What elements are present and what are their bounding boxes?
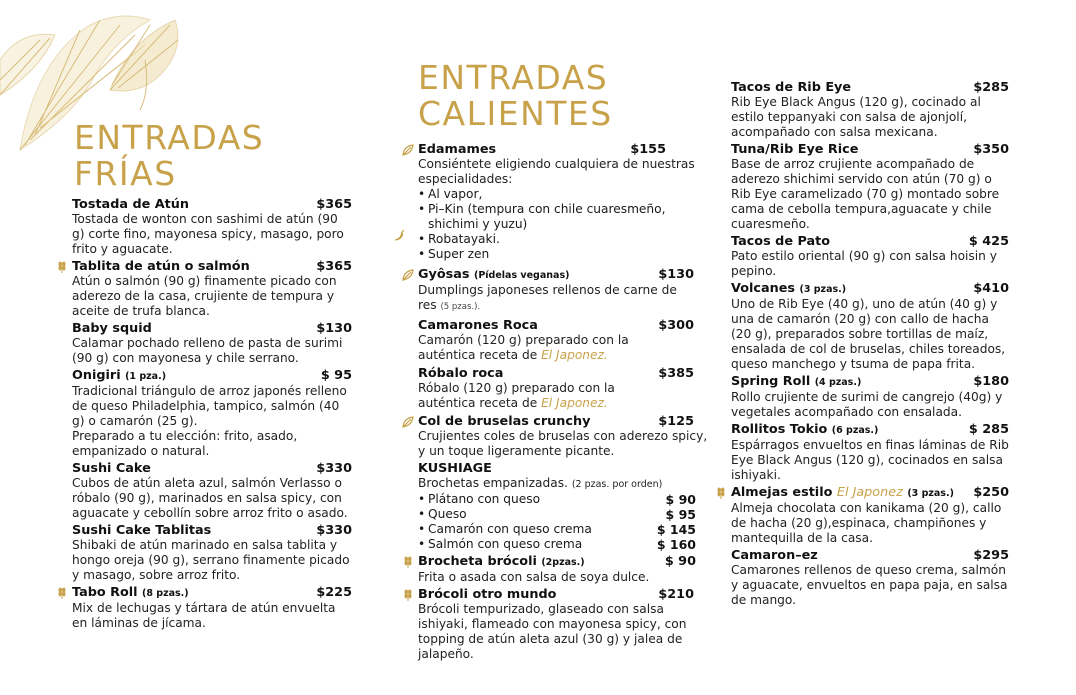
menu-item xyxy=(731,374,1009,420)
chili-icon xyxy=(392,228,406,242)
option-item xyxy=(418,537,696,552)
item-description-wrap xyxy=(418,381,648,411)
item-qty: (2pzas.) xyxy=(541,557,585,568)
item-name: Edamames xyxy=(418,142,497,157)
item-qty: (6 pzas.) xyxy=(831,425,879,436)
item-description: Frita o asada con salsa de soya dulce. xyxy=(418,570,650,584)
item-name: Volcanes xyxy=(731,281,796,296)
menu-item xyxy=(418,414,718,459)
item-name: Tabo Roll xyxy=(72,585,138,600)
item-description: Rib Eye Black Angus (120 g), cocinado al estilo teppanyaki con salsa de ajonjolí, acompañado con salsa mexicana. xyxy=(731,95,981,139)
item-name-wrap xyxy=(72,368,166,384)
option-list xyxy=(418,187,718,262)
option-price: $ 160 xyxy=(656,537,696,552)
menu-item xyxy=(731,422,1009,483)
option-item: • Pi–Kin (tempura con chile cuaresmeño, shichimi y yuzu) xyxy=(418,202,718,232)
option-item xyxy=(418,492,696,507)
heading-entradas-frias xyxy=(74,120,264,192)
item-name: Gyôsas xyxy=(418,267,470,282)
item-qty: (4 pzas.) xyxy=(814,377,862,388)
heading-line: ENTRADAS xyxy=(74,118,265,157)
item-name: Róbalo roca xyxy=(418,366,504,381)
item-price: $365 xyxy=(316,197,352,212)
wheat-icon xyxy=(401,588,415,602)
brand-name: El Japonez xyxy=(836,485,903,500)
item-name: Tablita de atún o salmón xyxy=(72,259,250,274)
item-price: $330 xyxy=(316,461,352,476)
column-frias xyxy=(72,197,352,633)
item-name: Tacos de Pato xyxy=(731,234,831,249)
option-label: • Camarón con queso crema xyxy=(428,522,592,536)
item-name-wrap xyxy=(418,267,569,283)
item-description: Almeja chocolata con kanikama (20 g), callo de hacha (20 g),espinaca, champiñones y mantequilla de la casa. xyxy=(731,501,1002,545)
item-description: Preparado a tu elección: frito, asado, empanizado o natural. xyxy=(72,429,298,458)
option-price: $ 95 xyxy=(665,507,696,522)
item-description: Brochetas empanizadas. xyxy=(418,476,568,490)
item-note: (5 pzas.). xyxy=(440,302,481,312)
item-description: Shibaki de atún marinado en salsa tablita y hongo oreja (90 g), serrano finamente picado y masago, sobre arroz frito. xyxy=(72,538,350,582)
menu-item xyxy=(731,485,1009,546)
item-price: $250 xyxy=(973,485,1009,500)
leaf-icon xyxy=(401,143,415,157)
item-name: Sushi Cake xyxy=(72,461,151,476)
item-price: $330 xyxy=(316,523,352,538)
item-price: $ 285 xyxy=(968,422,1009,437)
item-qty: (8 pzas.) xyxy=(142,588,189,599)
column-especiales xyxy=(731,80,1009,610)
item-description: Brócoli tempurizado, glaseado con salsa ishiyaki, flameado con mayonesa spicy, con topping de atún aleta azul (30 g) y jalea de jalapeño. xyxy=(418,602,687,661)
wheat-icon xyxy=(401,555,415,569)
menu-item xyxy=(418,366,718,411)
menu-item xyxy=(72,259,352,319)
menu-item xyxy=(731,234,1009,279)
menu-item xyxy=(72,585,352,631)
item-name-wrap xyxy=(731,485,954,501)
item-description: Tostada de wonton con sashimi de atún (90 g) corte fino, mayonesa spicy, masago, poro frito y aguacate. xyxy=(72,212,344,256)
option-label: • Queso xyxy=(428,507,467,521)
item-name: Brocheta brócoli xyxy=(418,554,537,569)
option-item: • Super zen xyxy=(418,247,718,262)
item-name: Baby squid xyxy=(72,321,152,336)
item-description: Camarones rellenos de queso crema, salmón y aguacate, envueltos en papa paja, en salsa de mango. xyxy=(731,563,1008,607)
item-price: $300 xyxy=(658,318,694,333)
item-description: Cubos de atún aleta azul, salmón Verlasso o róbalo (90 g), marinados en salsa spicy, con aguacate y cebollín sobre arroz frito o asado. xyxy=(72,476,348,520)
item-name-wrap xyxy=(731,281,846,297)
item-description: Mix de lechugas y tártara de atún envuelta en láminas de jícama. xyxy=(72,601,336,630)
heading-line: FRÍAS xyxy=(74,154,177,193)
item-price: $385 xyxy=(658,366,694,381)
brand-name: El Japonez. xyxy=(541,396,608,410)
wheat-icon xyxy=(55,586,69,600)
item-price: $285 xyxy=(973,80,1009,95)
item-description: Espárragos envueltos en finas láminas de Rib Eye Black Angus (120 g), cocinados en salsa ishiyaki. xyxy=(731,438,1009,482)
menu-item xyxy=(731,548,1009,608)
item-note: (2 pzas. por orden) xyxy=(571,479,663,490)
item-price: $130 xyxy=(658,267,694,282)
item-price: $410 xyxy=(973,281,1009,296)
item-name: Tostada de Atún xyxy=(72,197,189,212)
item-description: Calamar pochado relleno de pasta de surimi (90 g) con mayonesa y chile serrano. xyxy=(72,336,343,365)
item-name: Camarones Roca xyxy=(418,318,538,333)
item-name: KUSHIAGE xyxy=(418,461,492,476)
option-price: $ 145 xyxy=(656,522,696,537)
wheat-icon xyxy=(714,486,728,500)
item-name: Col de bruselas crunchy xyxy=(418,414,591,429)
column-calientes xyxy=(418,142,718,664)
item-price: $365 xyxy=(316,259,352,274)
menu-item xyxy=(418,267,718,315)
item-name: Onigiri xyxy=(72,368,121,383)
item-qty: (Pídelas veganas) xyxy=(473,270,570,281)
heading-line: CALIENTES xyxy=(418,94,613,133)
item-price: $ 90 xyxy=(664,554,696,569)
option-label: Robatayaki. xyxy=(428,232,500,246)
option-price: $ 90 xyxy=(665,492,696,507)
menu-item xyxy=(418,461,718,552)
item-description: Róbalo (120 g) preparado con la auténtica receta de xyxy=(418,381,615,410)
item-description-wrap xyxy=(418,476,718,492)
item-description: Camarón (120 g) preparado con la auténtica receta de xyxy=(418,333,629,362)
item-description: Uno de Rib Eye (40 g), uno de atún (40 g) y una de camarón (20 g) con callo de hacha (20 g), preparados sobre tortillas de maíz, ensalada de col de bruselas, chiles toreados, queso manchego y tsuma de papa frita. xyxy=(731,297,1006,371)
item-name: Rollitos Tokio xyxy=(731,422,828,437)
option-item xyxy=(418,522,696,537)
option-item xyxy=(418,232,718,247)
brand-name: El Japonez. xyxy=(541,348,608,362)
menu-item xyxy=(731,281,1009,372)
item-name-wrap xyxy=(418,554,585,570)
menu-item xyxy=(731,80,1009,140)
leaf-icon xyxy=(401,415,415,429)
item-qty: (1 pza.) xyxy=(125,371,167,382)
item-price: $125 xyxy=(658,414,694,429)
item-name: Camaron–ez xyxy=(731,548,818,563)
item-qty: (3 pzas.) xyxy=(799,284,847,295)
menu-item xyxy=(72,461,352,521)
item-name: Tuna/Rib Eye Rice xyxy=(731,142,859,157)
item-price: $210 xyxy=(658,587,694,602)
menu-item xyxy=(418,587,718,662)
heading-line: ENTRADAS xyxy=(418,58,609,97)
item-name-wrap xyxy=(731,422,878,438)
item-description-wrap xyxy=(418,283,698,315)
menu-item xyxy=(72,197,352,257)
menu-item xyxy=(418,318,718,363)
item-description: Tradicional triángulo de arroz japonés relleno de queso Philadelphia, tampico, salmón (40 g) o camarón (25 g). xyxy=(72,384,347,428)
item-price: $ 95 xyxy=(320,368,352,383)
leaf-icon xyxy=(401,268,415,282)
item-name: Brócoli otro mundo xyxy=(418,587,557,602)
menu-item xyxy=(72,368,352,459)
item-description: Atún o salmón (90 g) finamente picado con aderezo de la casa, crujiente de tempura y aceite de trufa blanca. xyxy=(72,274,337,318)
item-description: Base de arroz crujiente acompañado de aderezo shichimi servido con atún (70 g) o Rib Eye caramelizado (70 g) montado sobre cama de cebolla tempura,aguacate y chile cuaresmeño. xyxy=(731,157,1000,231)
item-price: $130 xyxy=(316,321,352,336)
item-description: Consiéntete eligiendo cualquiera de nuestras especialidades: xyxy=(418,157,695,186)
item-price: $350 xyxy=(973,142,1009,157)
item-name: Spring Roll xyxy=(731,374,811,389)
item-description: Pato estilo oriental (90 g) con salsa hoisin y pepino. xyxy=(731,249,997,278)
item-name: Sushi Cake Tablitas xyxy=(72,523,212,538)
menu-item xyxy=(72,321,352,366)
menu-item xyxy=(418,554,718,585)
item-description-wrap xyxy=(418,333,648,363)
item-name-wrap xyxy=(72,585,189,601)
menu-item xyxy=(418,142,718,262)
item-description: Rollo crujiente de surimi de cangrejo (40g) y vegetales acompañado con ensalada. xyxy=(731,390,1003,419)
item-description: Crujientes coles de bruselas con aderezo spicy, y un toque ligeramente picante. xyxy=(418,429,708,458)
item-qty: (3 pzas.) xyxy=(907,488,954,499)
item-description: Dumplings japoneses rellenos de carne de res xyxy=(418,283,677,312)
menu-item xyxy=(72,523,352,583)
item-name: Tacos de Rib Eye xyxy=(731,80,852,95)
option-item xyxy=(418,507,696,522)
menu-item xyxy=(731,142,1009,232)
item-price: $225 xyxy=(316,585,352,600)
item-price: $295 xyxy=(973,548,1009,563)
heading-entradas-calientes xyxy=(418,60,613,132)
item-price: $180 xyxy=(973,374,1009,389)
item-price: $ 425 xyxy=(968,234,1009,249)
option-label: • Salmón con queso crema xyxy=(428,537,583,551)
item-name-wrap xyxy=(731,374,861,390)
item-price: $155 xyxy=(630,142,666,157)
item-name: Almejas estilo xyxy=(731,485,833,500)
wheat-icon xyxy=(55,260,69,274)
option-label: • Plátano con queso xyxy=(428,492,541,506)
option-item: • Al vapor, xyxy=(418,187,718,202)
